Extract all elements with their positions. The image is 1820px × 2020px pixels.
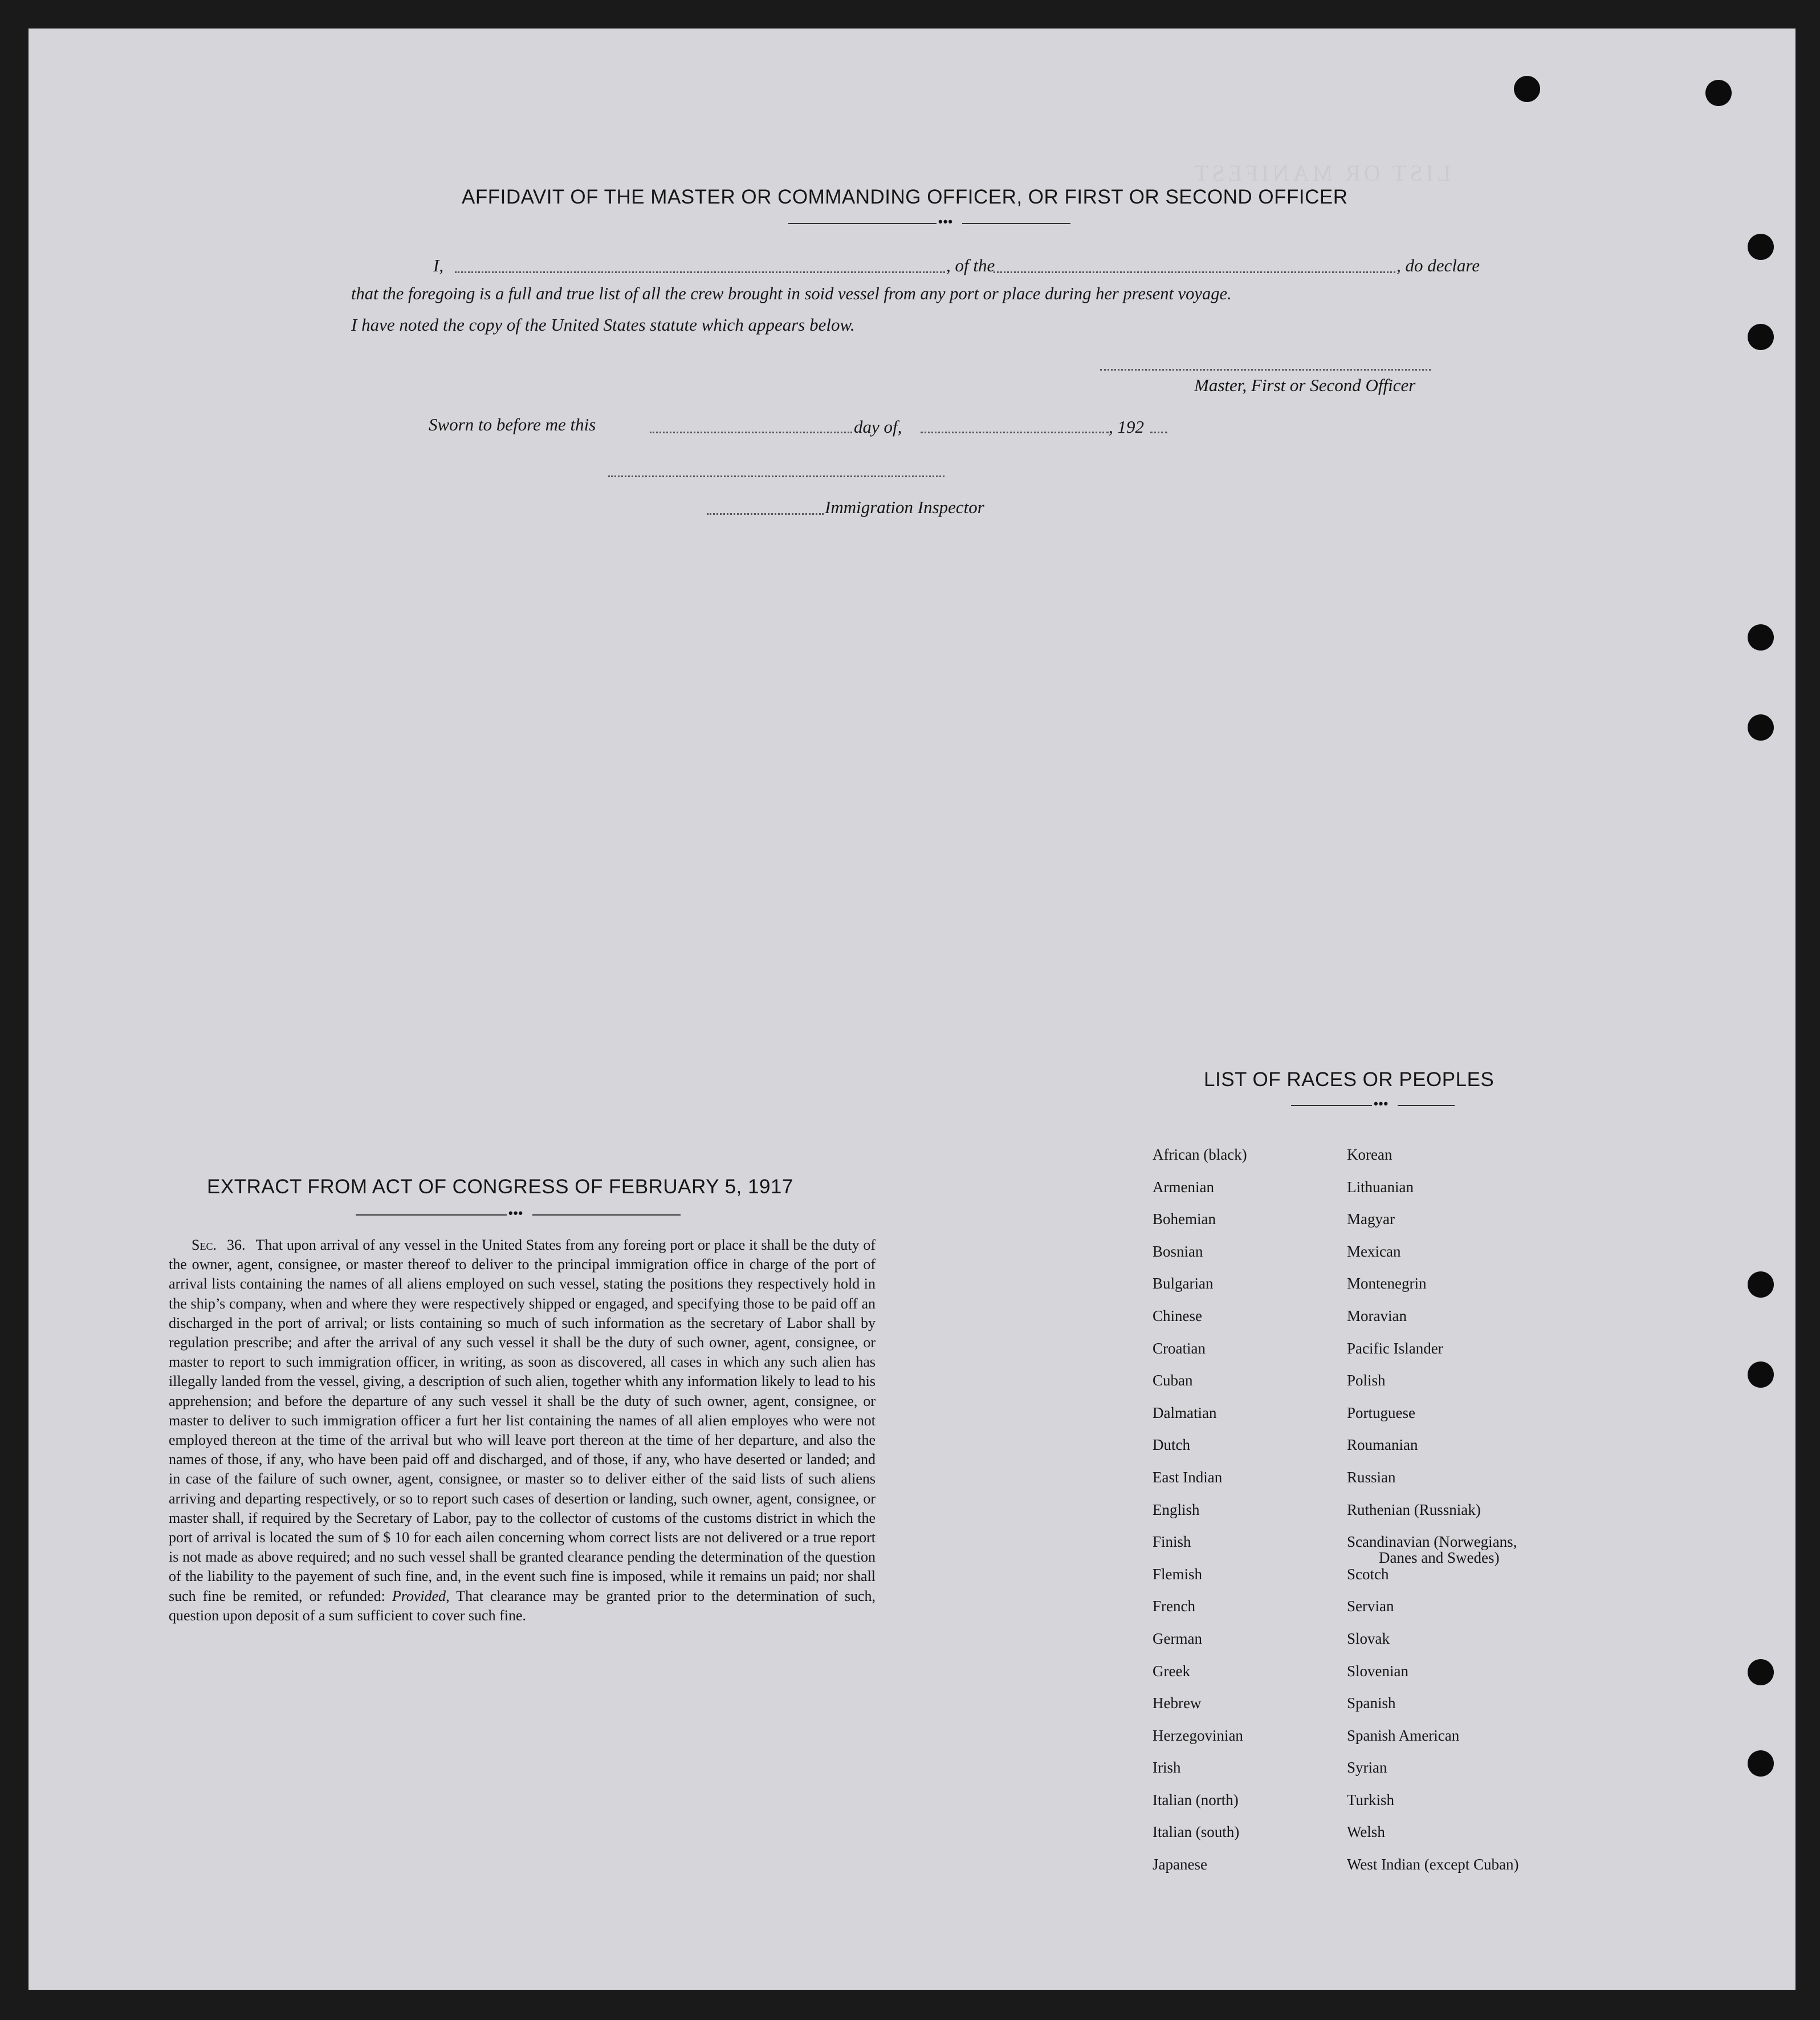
- race-item: [1347, 1727, 1518, 1759]
- punch-hole: [1748, 324, 1774, 350]
- race-item: [1153, 1694, 1247, 1727]
- race-label: Servian: [1347, 1598, 1394, 1615]
- race-label: Moravian: [1347, 1307, 1407, 1324]
- punch-hole: [1748, 1750, 1774, 1777]
- title-rule-left: [788, 223, 937, 224]
- extract-body: [169, 1235, 876, 1625]
- punch-hole: [1748, 714, 1774, 741]
- race-item: [1153, 1469, 1247, 1501]
- punch-hole: [1748, 1659, 1774, 1685]
- race-label: Cuban: [1153, 1372, 1193, 1389]
- race-label: Korean: [1347, 1146, 1393, 1163]
- race-label: French: [1153, 1598, 1195, 1615]
- extract-rule-right: [532, 1214, 681, 1216]
- race-item: [1347, 1598, 1518, 1630]
- race-item: [1153, 1630, 1247, 1663]
- race-item: [1347, 1404, 1518, 1437]
- punch-hole: [1514, 76, 1540, 102]
- inspector-name-field[interactable]: [707, 513, 824, 515]
- race-label: Polish: [1347, 1372, 1386, 1389]
- declarant-prefix: I,: [433, 255, 444, 275]
- race-label: Welsh: [1347, 1823, 1385, 1841]
- officer-signature-label: Master, First or Second Officer: [1194, 375, 1416, 395]
- race-label: Montenegrin: [1347, 1275, 1427, 1293]
- race-item: [1347, 1791, 1518, 1824]
- section-text-tail: That clearance may be granted prior to the determination of such, question upon deposit of a sum sufficient to cover such fine.: [169, 1587, 876, 1624]
- race-label: Spanish American: [1347, 1726, 1460, 1744]
- race-label: German: [1153, 1629, 1202, 1647]
- race-item: [1347, 1630, 1518, 1663]
- race-item: [1347, 1340, 1518, 1372]
- races-title: LIST OF RACES OR PEOPLES: [1204, 1068, 1495, 1091]
- title-rule-right: [962, 223, 1070, 224]
- declare-label: , do declare: [1396, 255, 1480, 275]
- race-label: Mexican: [1347, 1242, 1401, 1260]
- race-label: Pacific Islander: [1347, 1339, 1443, 1357]
- race-label: Slovenian: [1347, 1662, 1408, 1680]
- race-label: Flemish: [1153, 1565, 1203, 1583]
- race-label: Portuguese: [1347, 1404, 1415, 1421]
- sworn-prefix: Sworn to before me this: [429, 414, 596, 434]
- race-item: [1347, 1566, 1518, 1598]
- race-item: [1153, 1275, 1247, 1307]
- race-item: [1347, 1759, 1518, 1791]
- races-rule-left: [1291, 1105, 1372, 1106]
- sworn-year-label: , 192: [1109, 417, 1144, 437]
- punch-hole: [1705, 80, 1732, 106]
- race-item: [1347, 1436, 1518, 1469]
- race-item: [1153, 1404, 1247, 1437]
- race-label: Syrian: [1347, 1759, 1387, 1777]
- extract-title: EXTRACT FROM ACT OF CONGRESS OF FEBRUARY 5, 1917: [207, 1176, 793, 1198]
- race-label: Bosnian: [1153, 1242, 1203, 1260]
- race-label: Dutch: [1153, 1436, 1190, 1454]
- race-item: [1347, 1663, 1518, 1695]
- race-label: East Indian: [1153, 1468, 1223, 1486]
- punch-hole: [1748, 624, 1774, 651]
- race-label: West Indian (except Cuban): [1347, 1856, 1519, 1873]
- section-number: 36.: [226, 1237, 246, 1253]
- race-label: Spanish: [1347, 1694, 1396, 1712]
- race-label: Italian (north): [1153, 1791, 1239, 1808]
- affidavit-statute-note: I have noted the copy of the United States statute which appears below.: [351, 315, 855, 335]
- race-item: [1153, 1307, 1247, 1340]
- declarant-name-field[interactable]: [455, 271, 945, 273]
- race-label: Armenian: [1153, 1178, 1214, 1196]
- race-item: [1347, 1533, 1518, 1566]
- race-label: Magyar: [1347, 1210, 1395, 1228]
- race-label: Finish: [1153, 1533, 1191, 1551]
- vessel-of-label: , of the: [946, 255, 995, 275]
- race-label: Croatian: [1153, 1339, 1206, 1357]
- race-item: [1347, 1275, 1518, 1307]
- race-label: Slovak: [1347, 1629, 1390, 1647]
- race-label: Italian (south): [1153, 1823, 1240, 1841]
- race-item: [1153, 1501, 1247, 1534]
- races-column-1: [1153, 1146, 1247, 1888]
- race-item: [1153, 1663, 1247, 1695]
- race-item: [1153, 1791, 1247, 1824]
- sworn-year-field[interactable]: [1150, 432, 1167, 433]
- race-item: [1153, 1759, 1247, 1791]
- race-label: Roumanian: [1347, 1436, 1418, 1454]
- race-label: Russian: [1347, 1468, 1396, 1486]
- race-label: Scotch: [1347, 1565, 1389, 1583]
- race-item: [1153, 1823, 1247, 1856]
- ornament-dots: •••: [1374, 1096, 1389, 1111]
- document-page: [28, 29, 1795, 1990]
- punch-hole: [1748, 234, 1774, 260]
- race-item: [1347, 1307, 1518, 1340]
- sworn-month-field[interactable]: [921, 432, 1109, 433]
- ornament-dots: •••: [508, 1206, 524, 1220]
- race-label: Scandinavian (Norwegians,: [1347, 1533, 1517, 1551]
- race-item: [1347, 1823, 1518, 1856]
- race-item: [1153, 1566, 1247, 1598]
- bleed-through-text: LIST OR MANIFEST: [1191, 160, 1451, 186]
- race-item: [1153, 1178, 1247, 1211]
- extract-rule-left: [356, 1214, 507, 1216]
- race-label: Lithuanian: [1347, 1178, 1414, 1196]
- race-label: Hebrew: [1153, 1694, 1202, 1712]
- race-item: [1153, 1372, 1247, 1404]
- race-item: [1347, 1469, 1518, 1501]
- race-label: Japanese: [1153, 1856, 1207, 1873]
- race-label: Turkish: [1347, 1791, 1395, 1808]
- race-item: [1153, 1340, 1247, 1372]
- punch-hole: [1748, 1361, 1774, 1388]
- races-rule-right: [1398, 1105, 1455, 1106]
- race-item: [1347, 1146, 1518, 1178]
- race-label: English: [1153, 1501, 1200, 1518]
- race-label: Herzegovinian: [1153, 1726, 1243, 1744]
- race-label-continued: Danes and Swedes): [1379, 1549, 1500, 1567]
- race-item: [1347, 1694, 1518, 1727]
- race-item: [1347, 1243, 1518, 1275]
- race-item: [1153, 1210, 1247, 1243]
- race-item: [1153, 1533, 1247, 1566]
- affidavit-statement: that the foregoing is a full and true list of all the crew brought in soid vessel from any port or place during her present voyage.: [351, 284, 1232, 303]
- provided-word: Provided,: [392, 1587, 450, 1604]
- sworn-day-field[interactable]: [650, 432, 852, 433]
- sworn-day-label: day of,: [854, 417, 902, 437]
- race-item: [1347, 1210, 1518, 1243]
- vessel-name-field[interactable]: [994, 271, 1395, 273]
- races-column-2: [1347, 1146, 1518, 1888]
- section-label: Sec.: [192, 1237, 217, 1253]
- race-item: [1347, 1372, 1518, 1404]
- race-label: Ruthenian (Russniak): [1347, 1501, 1481, 1518]
- race-label: Dalmatian: [1153, 1404, 1217, 1421]
- race-item: [1347, 1501, 1518, 1534]
- officer-signature-line[interactable]: [1100, 369, 1431, 371]
- race-label: Irish: [1153, 1759, 1181, 1777]
- affidavit-title: AFFIDAVIT OF THE MASTER OR COMMANDING OFFICER, OR FIRST OR SECOND OFFICER: [462, 186, 1348, 208]
- race-label: Greek: [1153, 1662, 1190, 1680]
- race-item: [1153, 1146, 1247, 1178]
- race-label: African (black): [1153, 1146, 1247, 1163]
- race-label: Bohemian: [1153, 1210, 1216, 1228]
- race-item: [1347, 1856, 1518, 1888]
- race-item: [1153, 1243, 1247, 1275]
- punch-hole: [1748, 1271, 1774, 1298]
- race-item: [1347, 1178, 1518, 1211]
- inspector-label: Immigration Inspector: [825, 497, 984, 517]
- inspector-signature-line[interactable]: [608, 475, 944, 477]
- race-item: [1153, 1727, 1247, 1759]
- race-item: [1153, 1436, 1247, 1469]
- race-label: Chinese: [1153, 1307, 1202, 1324]
- section-text: That upon arrival of any vessel in the United States from any foreing port or place it shall be the duty of the owner, agent, consignee, or master thereof to deliver to the principal immigration office in charge of the port of arrival lists containing the names of all aliens employed on such vessel, stating the positions they respectively hold in the ship’s company, when and where they were respectively shipped or engaged, and specifying those to be paid off an discharged in the port of arrival; or lists containing so much of such information as the secretary of Labor shall by regulation prescribe; and after the arrival of any such vessel it shall be the duty of such owner, agent, consignee, or master to report to such immigration officer, in writing, as soon as discovered, all cases in which any such alien has illegally landed from the vessel, giving, a description of such alien, together whith any information likely to lead to his apprehension; and before the departure of any such vessel it shall be the duty of such owner, agent, consignee, or master to deliver to such immigration officer a furt her list containing the names of all alien employes who were not employed thereon at the time of the arrival but who will leave port thereon at the time of her departure, and also the names of those, if any, who have been paid off and discharged, and of those, if any, who have deserted or landed; and in case of the failure of such owner, agent, consignee, or master so to deliver either of the said lists of such aliens arriving and departing respectively, or so to report such cases of desertion or landing, such owner, agent, consignee, or master shall, if required by the Secretary of Labor, pay to the collector of customs of the customs district in which the port of arrival is located the sum of $ 10 for each ailen concerning whom correct lists are not delivered or a true report is not made as above required; and no such vessel shall be granted clearance pending the determination of the question of the liability to the payement of such fine, and, in the event such fine is imposed, while it remains un paid; nor shall such fine be remited, or refunded:: [169, 1237, 876, 1604]
- race-item: [1153, 1598, 1247, 1630]
- race-item: [1153, 1856, 1247, 1888]
- race-label: Bulgarian: [1153, 1275, 1214, 1293]
- ornament-dots: •••: [938, 214, 954, 229]
